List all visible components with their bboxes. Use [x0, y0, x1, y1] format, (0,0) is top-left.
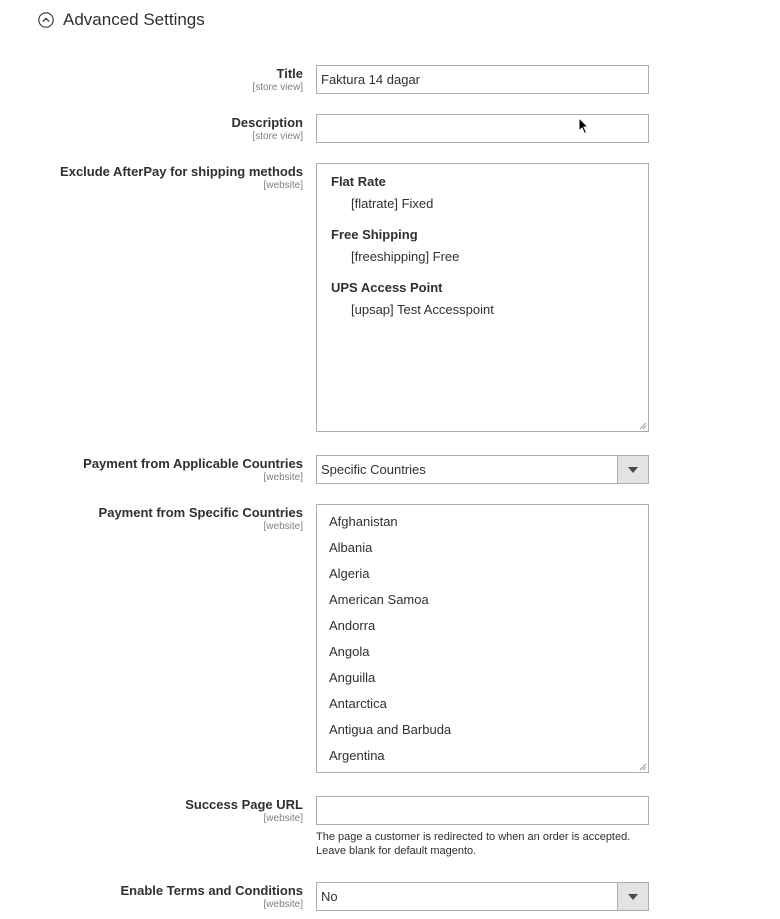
advanced-settings-toggle[interactable] — [38, 8, 205, 32]
country-option[interactable]: Antarctica — [329, 696, 387, 711]
applicable-countries-label: Payment from Applicable Countries — [83, 456, 303, 471]
exclude-shipping-label: Exclude AfterPay for shipping methods — [60, 164, 303, 179]
success-url-note-line2: Leave blank for default magento. — [316, 845, 477, 857]
title-input[interactable] — [316, 65, 649, 94]
success-url-note-line1: The page a customer is redirected to when an order is accepted. — [316, 831, 631, 843]
terms-select[interactable] — [316, 882, 649, 911]
specific-countries-label: Payment from Specific Countries — [98, 505, 303, 520]
title-scope: [store view] — [252, 82, 303, 93]
option-freeshipping-free[interactable]: [freeshipping] Free — [351, 249, 460, 264]
terms-value: No — [321, 889, 338, 904]
applicable-countries-scope: [website] — [263, 472, 303, 483]
country-option[interactable]: American Samoa — [329, 592, 429, 607]
mouse-pointer-icon — [578, 117, 590, 135]
chevron-up-circle-icon — [38, 12, 54, 28]
specific-countries-scope: [website] — [263, 521, 303, 532]
country-option[interactable]: Argentina — [329, 748, 385, 763]
country-option[interactable]: Andorra — [329, 618, 376, 633]
exclude-shipping-field-label — [60, 164, 303, 192]
dropdown-button[interactable] — [617, 456, 648, 483]
optgroup-flat-rate: Flat Rate — [331, 174, 386, 189]
success-url-scope: [website] — [263, 813, 303, 824]
description-input[interactable] — [316, 114, 649, 143]
description-label: Description — [231, 115, 303, 130]
resize-grip-icon[interactable] — [639, 763, 647, 771]
option-upsap-test[interactable]: [upsap] Test Accesspoint — [351, 302, 494, 317]
option-flatrate-fixed[interactable]: [flatrate] Fixed — [351, 196, 434, 211]
specific-countries-field-label — [99, 505, 303, 533]
triangle-down-icon — [628, 894, 638, 900]
success-url-label: Success Page URL — [185, 797, 303, 812]
country-option[interactable]: Afghanistan — [329, 514, 398, 529]
country-option[interactable]: Albania — [329, 540, 373, 555]
section-title: Advanced Settings — [63, 10, 205, 29]
dropdown-button[interactable] — [617, 883, 648, 910]
applicable-countries-value: Specific Countries — [321, 462, 426, 477]
country-option[interactable]: Antigua and Barbuda — [329, 722, 452, 737]
country-option[interactable]: Anguilla — [329, 670, 376, 685]
optgroup-free-shipping: Free Shipping — [331, 227, 418, 242]
specific-countries-multiselect[interactable] — [316, 504, 649, 773]
country-option[interactable]: Angola — [329, 644, 370, 659]
applicable-countries-select[interactable] — [316, 455, 649, 484]
title-field-label — [252, 66, 303, 94]
description-scope: [store view] — [252, 131, 303, 142]
description-field-label — [231, 115, 303, 143]
terms-label: Enable Terms and Conditions — [120, 883, 303, 898]
success-url-note — [316, 830, 656, 858]
success-url-field-label — [185, 797, 303, 825]
exclude-shipping-multiselect[interactable] — [316, 163, 649, 432]
terms-scope: [website] — [263, 899, 303, 910]
resize-grip-icon[interactable] — [639, 422, 647, 430]
triangle-down-icon — [628, 467, 638, 473]
optgroup-ups-access-point: UPS Access Point — [331, 280, 443, 295]
terms-field-label — [120, 883, 303, 911]
country-option[interactable]: Algeria — [329, 566, 370, 581]
exclude-shipping-scope: [website] — [263, 180, 303, 191]
applicable-countries-field-label — [83, 456, 303, 484]
title-label: Title — [276, 66, 303, 81]
success-url-input[interactable] — [316, 796, 649, 825]
